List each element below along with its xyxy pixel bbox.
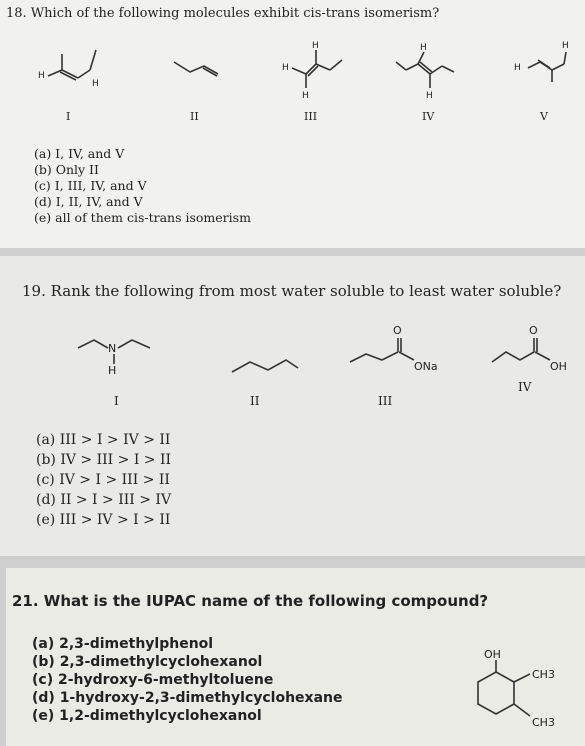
label-18-III: III xyxy=(304,110,318,123)
option-18-a[interactable]: (a) I, IV, and V xyxy=(34,146,125,161)
molecule-18-II xyxy=(170,56,230,86)
option-21-c[interactable]: (c) 2-hydroxy-6-methyltoluene xyxy=(32,672,274,688)
atom-h: H xyxy=(312,41,319,51)
option-21-e[interactable]: (e) 1,2-dimethylcyclohexanol xyxy=(32,708,262,724)
atom-h: H xyxy=(38,71,45,81)
atom-h: H xyxy=(426,91,433,101)
atom-ch3: CH3 xyxy=(532,668,555,681)
molecule-18-I xyxy=(36,40,116,100)
question-19-panel xyxy=(0,256,585,556)
option-19-a[interactable]: (a) III > I > IV > II xyxy=(36,432,171,448)
question-19-title: 19. Rank the following from most water soluble to least water soluble? xyxy=(22,282,562,300)
question-21-panel xyxy=(6,568,585,746)
molecule-19-IV xyxy=(486,322,585,382)
option-19-b[interactable]: (b) IV > III > I > II xyxy=(36,452,172,468)
atom-oh: OH xyxy=(550,360,567,373)
label-18-IV: IV xyxy=(422,110,435,123)
label-19-IV: IV xyxy=(518,380,532,394)
molecule-18-V xyxy=(508,36,578,106)
atom-h: H xyxy=(302,91,309,101)
atom-o: O xyxy=(529,324,538,337)
atom-h: H xyxy=(420,43,427,53)
option-18-d[interactable]: (d) I, II, IV, and V xyxy=(34,194,143,209)
option-19-c[interactable]: (c) IV > I > III > II xyxy=(36,472,170,488)
option-21-d[interactable]: (d) 1-hydroxy-2,3-dimethylcyclohexane xyxy=(32,690,343,706)
label-18-II: II xyxy=(190,110,199,123)
label-19-I: I xyxy=(114,394,119,408)
atom-h: H xyxy=(514,63,521,73)
molecule-19-III xyxy=(344,322,464,382)
option-18-e[interactable]: (e) all of them cis-trans isomerism xyxy=(34,210,251,225)
option-18-b[interactable]: (b) Only II xyxy=(34,162,99,177)
molecule-18-IV xyxy=(390,40,470,110)
molecule-21-dimethylcyclohexanol xyxy=(458,648,578,746)
atom-h: H xyxy=(282,63,289,73)
option-21-a[interactable]: (a) 2,3-dimethylphenol xyxy=(32,636,214,652)
label-18-V: V xyxy=(540,110,548,123)
atom-ch3: CH3 xyxy=(532,716,555,729)
atom-h: H xyxy=(108,364,117,377)
molecule-18-III xyxy=(280,40,350,110)
atom-ona: ONa xyxy=(414,360,438,373)
atom-n: N xyxy=(108,342,117,355)
label-19-III: III xyxy=(378,394,393,408)
option-19-d[interactable]: (d) II > I > III > IV xyxy=(36,492,172,508)
label-19-II: II xyxy=(250,394,260,408)
question-18-panel xyxy=(0,0,585,248)
atom-o: O xyxy=(393,324,402,337)
question-18-title: 18. Which of the following molecules exhibit cis-trans isomerism? xyxy=(6,6,440,21)
atom-oh: OH xyxy=(484,648,501,661)
molecule-19-II xyxy=(228,354,308,384)
option-19-e[interactable]: (e) III > IV > I > II xyxy=(36,512,171,528)
molecule-19-I xyxy=(70,330,170,390)
atom-h: H xyxy=(92,79,99,89)
option-18-c[interactable]: (c) I, III, IV, and V xyxy=(34,178,147,193)
question-21-title: 21. What is the IUPAC name of the following compound? xyxy=(12,592,489,610)
atom-h: H xyxy=(562,41,569,51)
label-18-I: I xyxy=(66,110,71,123)
option-21-b[interactable]: (b) 2,3-dimethylcyclohexanol xyxy=(32,654,263,670)
